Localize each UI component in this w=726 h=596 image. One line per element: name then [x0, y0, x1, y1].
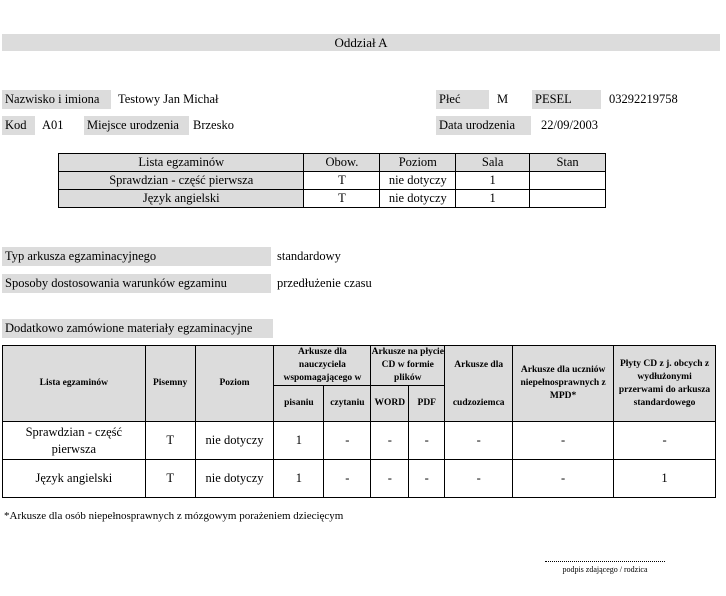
signature-caption: podpis zdającego / rodzica: [562, 565, 648, 574]
column-header: Płyty CD z j. obcych z wydłużonymi przerwami do arkusza standardowego: [614, 346, 716, 422]
room-cell: 1: [456, 190, 530, 208]
column-header: Arkusze na płycie CD w formie plików: [371, 346, 445, 386]
column-header: Arkusze dla: [445, 346, 513, 386]
level-cell: nie dotyczy: [380, 172, 456, 190]
column-header: Stan: [530, 154, 606, 172]
table-header-row: [59, 154, 606, 172]
sheet-type-value: standardowy: [277, 249, 341, 263]
column-header: Poziom: [195, 346, 274, 422]
birthplace-label: Miejsce urodzenia: [84, 116, 189, 135]
foreigner-cell: -: [445, 422, 513, 460]
status-cell: [530, 190, 606, 208]
table-row: [59, 190, 606, 208]
cd-breaks-cell: -: [614, 422, 716, 460]
birthdate-label: Data urodzenia: [436, 116, 531, 135]
column-header: PDF: [409, 386, 445, 422]
column-header: Arkusze dla nauczyciela wspomagającego w: [274, 346, 371, 386]
word-cell: -: [371, 460, 409, 498]
level-cell: nie dotyczy: [195, 460, 274, 498]
column-header: czytaniu: [324, 386, 371, 422]
column-header: Obow.: [304, 154, 380, 172]
reading-cell: -: [324, 460, 371, 498]
pesel-label: PESEL: [532, 90, 601, 109]
mandatory-cell: T: [304, 172, 380, 190]
column-header: WORD: [371, 386, 409, 422]
exam-name-cell: Język angielski: [3, 460, 146, 498]
column-header: Lista egzaminów: [3, 346, 146, 422]
exam-name-cell: Sprawdzian - część pierwsza: [3, 422, 146, 460]
column-header: Poziom: [380, 154, 456, 172]
footnote: *Arkusze dla osób niepełnosprawnych z mózgowym porażeniem dziecięcym: [4, 510, 344, 522]
signature-line: [545, 561, 665, 562]
level-cell: nie dotyczy: [195, 422, 274, 460]
written-cell: T: [145, 460, 195, 498]
writing-cell: 1: [274, 422, 324, 460]
sheet-type-label: Typ arkusza egzaminacyjnego: [2, 247, 271, 266]
column-header: Pisemny: [145, 346, 195, 422]
column-header: Lista egzaminów: [59, 154, 304, 172]
additional-materials-table: [2, 345, 716, 498]
code-label: Kod: [2, 116, 35, 135]
disabled-cell: -: [513, 460, 614, 498]
column-header: cudzoziemca: [445, 386, 513, 422]
table-row: [3, 460, 716, 498]
surname-value: Testowy Jan Michał: [118, 92, 219, 106]
code-value: A01: [42, 118, 64, 132]
writing-cell: 1: [274, 460, 324, 498]
exam-name-cell: Język angielski: [59, 190, 304, 208]
surname-label: Nazwisko i imiona: [2, 90, 111, 109]
pesel-value: 03292219758: [609, 92, 678, 106]
section-title: Oddział A: [2, 34, 720, 51]
sex-value: M: [497, 92, 509, 106]
level-cell: nie dotyczy: [380, 190, 456, 208]
column-header: Arkusze dla uczniów niepełnosprawnych z MPD*: [513, 346, 614, 422]
table-row: [3, 422, 716, 460]
reading-cell: -: [324, 422, 371, 460]
cd-breaks-cell: 1: [614, 460, 716, 498]
table-header-row: [3, 346, 716, 386]
status-cell: [530, 172, 606, 190]
table-row: [59, 172, 606, 190]
column-header: pisaniu: [274, 386, 324, 422]
mandatory-cell: T: [304, 190, 380, 208]
foreigner-cell: -: [445, 460, 513, 498]
written-cell: T: [145, 422, 195, 460]
pdf-cell: -: [409, 460, 445, 498]
birthplace-value: Brzesko: [193, 118, 234, 132]
adaptation-label: Sposoby dostosowania warunków egzaminu: [2, 274, 271, 293]
word-cell: -: [371, 422, 409, 460]
exam-list-table: [58, 153, 606, 208]
adaptation-value: przedłużenie czasu: [277, 276, 372, 290]
sex-label: Płeć: [436, 90, 489, 109]
exam-name-cell: Sprawdzian - część pierwsza: [59, 172, 304, 190]
column-header: Sala: [456, 154, 530, 172]
room-cell: 1: [456, 172, 530, 190]
pdf-cell: -: [409, 422, 445, 460]
birthdate-value: 22/09/2003: [541, 118, 598, 132]
additional-materials-label: Dodatkowo zamówione materiały egzaminacyjne: [2, 319, 273, 338]
disabled-cell: -: [513, 422, 614, 460]
